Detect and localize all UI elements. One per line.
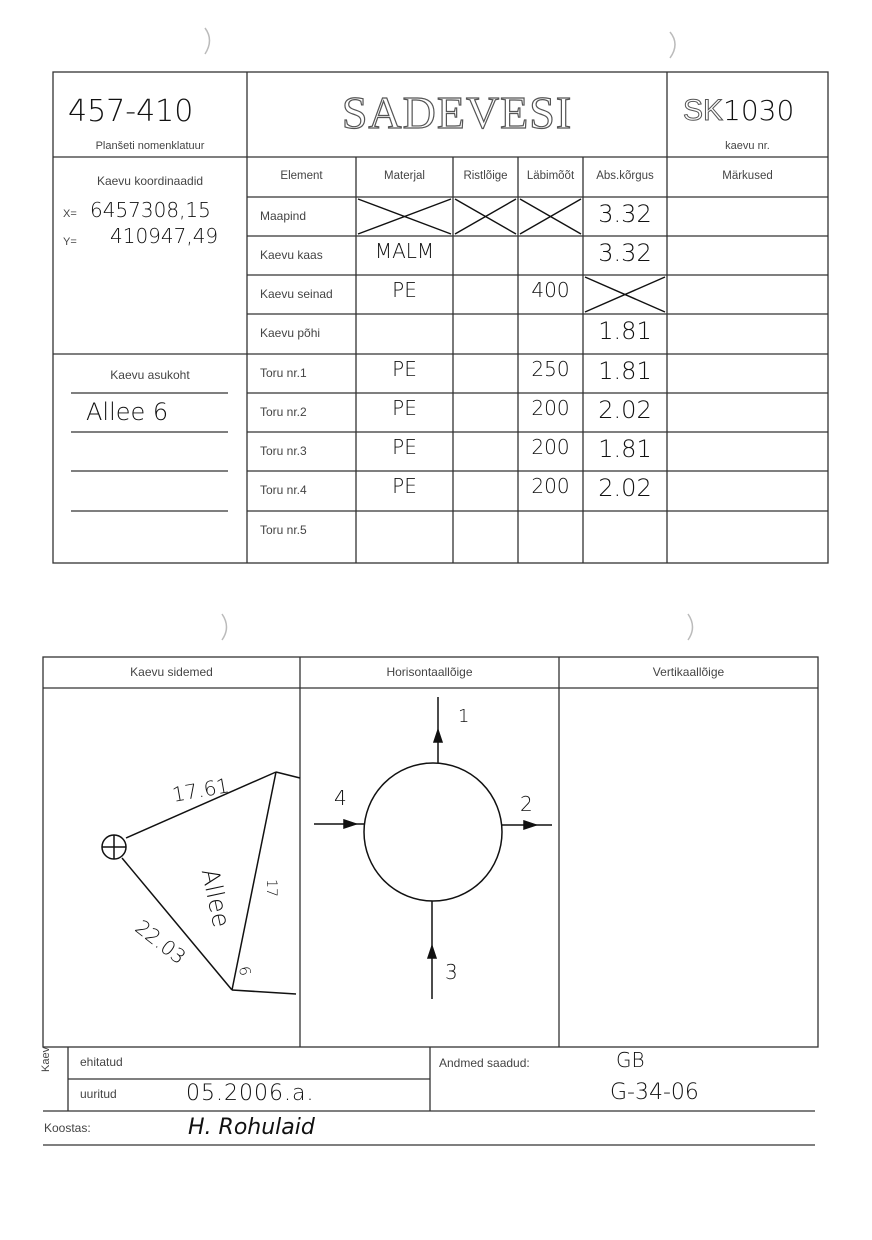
table-cell-abs-height: 2.02 xyxy=(598,396,652,424)
pipe-1-label: 1 xyxy=(458,706,470,727)
nomenclature-value: 457-410 xyxy=(68,94,194,129)
data-value-1: GB xyxy=(616,1048,645,1072)
table-cell-abs-height: 2.02 xyxy=(598,474,652,502)
house-top: 17 xyxy=(262,879,279,897)
coordinates-label: Kaevu koordinaadid xyxy=(96,174,204,188)
table-header-cell: Läbimõõt xyxy=(526,170,575,182)
table-cell-material: PE xyxy=(392,278,417,302)
location-label: Kaevu asukoht xyxy=(110,368,190,382)
pipe-2-label: 2 xyxy=(520,792,533,816)
y-label: Y= xyxy=(63,236,77,248)
side-label: Kaev xyxy=(40,1046,52,1072)
table-cell-diameter: 200 xyxy=(531,396,570,420)
pipe-3-label: 3 xyxy=(445,960,458,984)
table-cell-element: Kaevu seinad xyxy=(260,287,333,301)
table-cell-element: Toru nr.5 xyxy=(260,523,307,537)
y-value: 410947,49 xyxy=(110,224,219,248)
table-cell-diameter: 250 xyxy=(531,357,570,381)
well-label: kaevu nr. xyxy=(725,140,770,152)
well-prefix: SK xyxy=(683,94,724,127)
surveyed-label: uuritud xyxy=(80,1087,117,1101)
table-header-cell: Ristlõige xyxy=(463,170,508,182)
well-number: 1030 xyxy=(723,94,795,127)
table-cell-material: PE xyxy=(392,396,417,420)
table-header-cell: Element xyxy=(280,170,323,182)
table-cell-element: Toru nr.1 xyxy=(260,366,307,380)
table-cell-element: Kaevu põhi xyxy=(260,326,321,340)
table-cell-abs-height: 3.32 xyxy=(598,200,652,228)
table-cell-material: PE xyxy=(392,474,417,498)
table-cell-diameter: 200 xyxy=(531,474,570,498)
surveyed-value: 05.2006.a. xyxy=(186,1081,315,1106)
ties-label: Kaevu sidemed xyxy=(130,665,213,679)
built-label: ehitatud xyxy=(80,1055,123,1069)
table-cell-material: PE xyxy=(392,435,417,459)
table-cell-diameter: 200 xyxy=(531,435,570,459)
table-cell-abs-height: 3.32 xyxy=(598,239,652,267)
table-header-cell: Materjal xyxy=(384,170,425,182)
table-cell-abs-height: 1.81 xyxy=(598,435,652,463)
horizontal-sketch-lines xyxy=(314,697,552,999)
table-cell-element: Toru nr.4 xyxy=(260,483,307,497)
x-label: X= xyxy=(63,208,77,220)
table-cell-diameter: 400 xyxy=(531,278,570,302)
data-value-2: G-34-06 xyxy=(610,1080,699,1105)
form-title: SADEVESI xyxy=(341,87,573,138)
table-header-cell: Abs.kõrgus xyxy=(596,170,654,182)
nomenclature-label: Planšeti nomenklatuur xyxy=(95,140,205,152)
pipe-4-label: 4 xyxy=(334,786,347,810)
table-cell-material: PE xyxy=(392,357,417,381)
house-bottom: 6 xyxy=(235,964,255,978)
table-cell-element: Maapind xyxy=(260,209,307,223)
compiled-value: H. Rohulaid xyxy=(188,1115,315,1140)
distance-bottom: 22.03 xyxy=(130,914,191,970)
distance-top: 17.61 xyxy=(170,773,231,807)
horizontal-label: Horisontaallõige xyxy=(386,665,473,679)
compiled-label: Koostas: xyxy=(44,1121,91,1135)
data-label: Andmed saadud: xyxy=(439,1056,530,1070)
street-name: Allee xyxy=(195,866,236,930)
table-cell-abs-height: 1.81 xyxy=(598,357,652,385)
table-cell-element: Toru nr.3 xyxy=(260,444,307,458)
table-cell-element: Toru nr.2 xyxy=(260,405,307,419)
table-cell-abs-height: 1.81 xyxy=(598,317,652,345)
vertical-label: Vertikaallõige xyxy=(652,665,725,679)
location-value: Allee 6 xyxy=(86,398,169,426)
table-cell-element: Kaevu kaas xyxy=(260,248,323,262)
table-cell-material: MALM xyxy=(374,239,435,263)
x-value: 6457308,15 xyxy=(90,198,211,222)
table-header-cell: Märkused xyxy=(722,170,773,182)
